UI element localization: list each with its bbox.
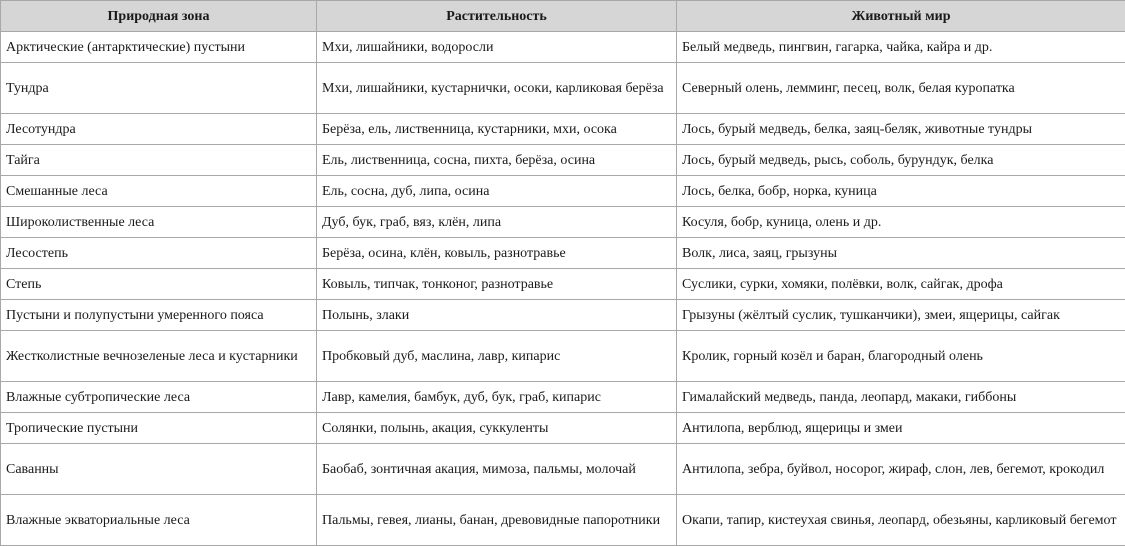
table-row: [1, 207, 1125, 238]
header-row: [1, 1, 1125, 32]
zone-cell: Арктические (антарктические) пустыни: [1, 32, 317, 63]
table-row: [1, 114, 1125, 145]
fauna-cell: Косуля, бобр, куница, олень и др.: [677, 207, 1125, 238]
table-row: [1, 238, 1125, 269]
header-zone: Природная зона: [1, 1, 317, 32]
zone-cell: Пустыни и полупустыни умеренного пояса: [1, 300, 317, 331]
fauna-cell: Лось, белка, бобр, норка, куница: [677, 176, 1125, 207]
zone-cell: Влажные субтропические леса: [1, 382, 317, 413]
fauna-cell: Северный олень, лемминг, песец, волк, белая куропатка: [677, 63, 1125, 114]
fauna-cell: Волк, лиса, заяц, грызуны: [677, 238, 1125, 269]
flora-cell: Баобаб, зонтичная акация, мимоза, пальмы, молочай: [317, 444, 677, 495]
fauna-cell: Гималайский медведь, панда, леопард, макаки, гиббоны: [677, 382, 1125, 413]
zone-cell: Саванны: [1, 444, 317, 495]
flora-cell: Лавр, камелия, бамбук, дуб, бук, граб, кипарис: [317, 382, 677, 413]
zone-cell: Тундра: [1, 63, 317, 114]
fauna-cell: Белый медведь, пингвин, гагарка, чайка, кайра и др.: [677, 32, 1125, 63]
fauna-cell: Антилопа, верблюд, ящерицы и змеи: [677, 413, 1125, 444]
table-row: [1, 300, 1125, 331]
fauna-cell: Окапи, тапир, кистеухая свинья, леопард, обезьяны, карликовый бегемот: [677, 495, 1125, 546]
flora-cell: Ковыль, типчак, тонконог, разнотравье: [317, 269, 677, 300]
zone-cell: Тропические пустыни: [1, 413, 317, 444]
flora-cell: Мхи, лишайники, кустарнички, осоки, карликовая берёза: [317, 63, 677, 114]
flora-cell: Ель, лиственница, сосна, пихта, берёза, осина: [317, 145, 677, 176]
zone-cell: Степь: [1, 269, 317, 300]
table-row: [1, 63, 1125, 114]
zone-cell: Лесостепь: [1, 238, 317, 269]
zone-cell: Смешанные леса: [1, 176, 317, 207]
fauna-cell: Лось, бурый медведь, рысь, соболь, бурундук, белка: [677, 145, 1125, 176]
header-flora: Растительность: [317, 1, 677, 32]
flora-cell: Пробковый дуб, маслина, лавр, кипарис: [317, 331, 677, 382]
flora-cell: Солянки, полынь, акация, суккуленты: [317, 413, 677, 444]
fauna-cell: Кролик, горный козёл и баран, благородный олень: [677, 331, 1125, 382]
fauna-cell: Суслики, сурки, хомяки, полёвки, волк, сайгак, дрофа: [677, 269, 1125, 300]
fauna-cell: Лось, бурый медведь, белка, заяц-беляк, животные тундры: [677, 114, 1125, 145]
table-row: [1, 382, 1125, 413]
table-row: [1, 269, 1125, 300]
flora-cell: Мхи, лишайники, водоросли: [317, 32, 677, 63]
fauna-cell: Грызуны (жёлтый суслик, тушканчики), змеи, ящерицы, сайгак: [677, 300, 1125, 331]
fauna-cell: Антилопа, зебра, буйвол, носорог, жираф, слон, лев, бегемот, крокодил: [677, 444, 1125, 495]
flora-cell: Берёза, осина, клён, ковыль, разнотравье: [317, 238, 677, 269]
zone-cell: Тайга: [1, 145, 317, 176]
zone-cell: Широколиственные леса: [1, 207, 317, 238]
header-fauna: Животный мир: [677, 1, 1125, 32]
flora-cell: Дуб, бук, граб, вяз, клён, липа: [317, 207, 677, 238]
zone-cell: Лесотундра: [1, 114, 317, 145]
zone-cell: Влажные экваториальные леса: [1, 495, 317, 546]
table-row: [1, 413, 1125, 444]
flora-cell: Берёза, ель, лиственница, кустарники, мхи, осока: [317, 114, 677, 145]
table-row: [1, 331, 1125, 382]
flora-cell: Ель, сосна, дуб, липа, осина: [317, 176, 677, 207]
table-row: [1, 444, 1125, 495]
flora-cell: Полынь, злаки: [317, 300, 677, 331]
table-row: [1, 495, 1125, 546]
table-row: [1, 145, 1125, 176]
table-row: [1, 32, 1125, 63]
flora-cell: Пальмы, гевея, лианы, банан, древовидные папоротники: [317, 495, 677, 546]
table-row: [1, 176, 1125, 207]
zone-cell: Жестколистные вечнозеленые леса и кустарники: [1, 331, 317, 382]
